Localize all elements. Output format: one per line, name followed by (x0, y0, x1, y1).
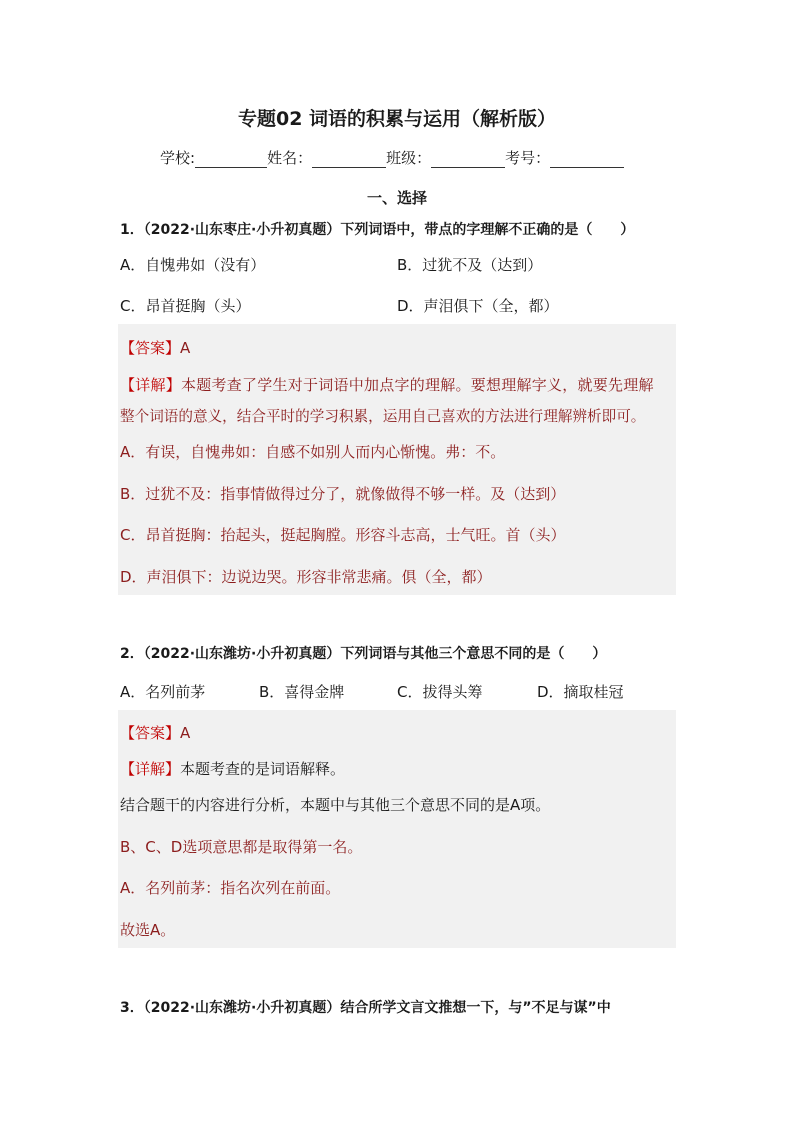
question-1-analysis-a: A．有误，自愧弗如：自感不如别人而内心惭愧。弗：不。 (120, 443, 506, 461)
question-1-option-d: D．声泪俱下（全，都） (397, 297, 559, 315)
question-2-option-d: D．摘取桂冠 (537, 683, 624, 701)
name-blank (312, 151, 386, 168)
number-label: 考号： (505, 149, 551, 167)
question-1-detail-line-1 (120, 374, 654, 395)
detail-text: 本题考查的是词语解释。 (180, 760, 346, 778)
section-heading: 一、选择 (366, 189, 427, 207)
question-1-stem: 1．（2022·山东枣庄·小升初真题）下列词语中，带点的字理解不正确的是（ ） (120, 222, 635, 238)
question-1-answer (120, 337, 190, 358)
detail-text: 本题考查了学生对于词语中加点字的理解。要想理解字义，就要先理解 (181, 376, 654, 394)
question-2-analysis-1: 结合题干的内容进行分析，本题中与其他三个意思不同的是A项。 (120, 796, 551, 814)
question-2-conclusion: 故选A。 (120, 921, 176, 939)
question-2-option-b: B．喜得金牌 (259, 683, 345, 701)
question-2-answer (120, 722, 190, 743)
question-2-option-c: C．拔得头筹 (397, 683, 483, 701)
question-2-analysis-3: A．名列前茅：指名次列在前面。 (120, 879, 341, 897)
page-title: 专题02 词语的积累与运用（解析版） (237, 108, 557, 130)
school-blank (195, 151, 267, 168)
class-blank (431, 151, 505, 168)
answer-tag: 【答案】 (120, 724, 181, 742)
question-2-option-a: A．名列前茅 (120, 683, 206, 701)
question-2-explanation-box (118, 710, 676, 948)
question-1-detail-line-2: 整个词语的意义，结合平时的学习积累，运用自己喜欢的方法进行理解辨析即可。 (120, 408, 646, 425)
number-blank (550, 151, 624, 168)
detail-tag: 【详解】 (120, 376, 182, 394)
question-1-analysis-d: D．声泪俱下：边说边哭。形容非常悲痛。俱（全，都） (120, 568, 492, 586)
question-1-option-a: A．自愧弗如（没有） (120, 256, 266, 274)
student-info-row (160, 147, 624, 168)
question-2-detail (120, 758, 345, 779)
school-label: 学校: (160, 149, 196, 167)
question-3-stem: 3．（2022·山东潍坊·小升初真题）结合所学文言文推想一下，与”不足与谋”中 (120, 1000, 611, 1016)
question-1-option-b: B．过犹不及（达到） (397, 256, 543, 274)
question-1-analysis-b: B．过犹不及：指事情做得过分了，就像做得不够一样。及（达到） (120, 485, 566, 503)
class-label: 班级： (386, 149, 432, 167)
answer-value: A (180, 724, 191, 742)
question-1-option-c: C．昂首挺胸（头） (120, 297, 251, 315)
question-1-analysis-c: C．昂首挺胸：抬起头，挺起胸膛。形容斗志高，士气旺。首（头） (120, 526, 566, 544)
answer-tag: 【答案】 (120, 339, 181, 357)
question-2-analysis-2: B、C、D选项意思都是取得第一名。 (120, 838, 363, 856)
question-2-stem: 2．（2022·山东潍坊·小升初真题）下列词语与其他三个意思不同的是（ ） (120, 646, 607, 662)
answer-value: A (180, 339, 191, 357)
name-label: 姓名： (267, 149, 313, 167)
detail-tag: 【详解】 (120, 760, 181, 778)
